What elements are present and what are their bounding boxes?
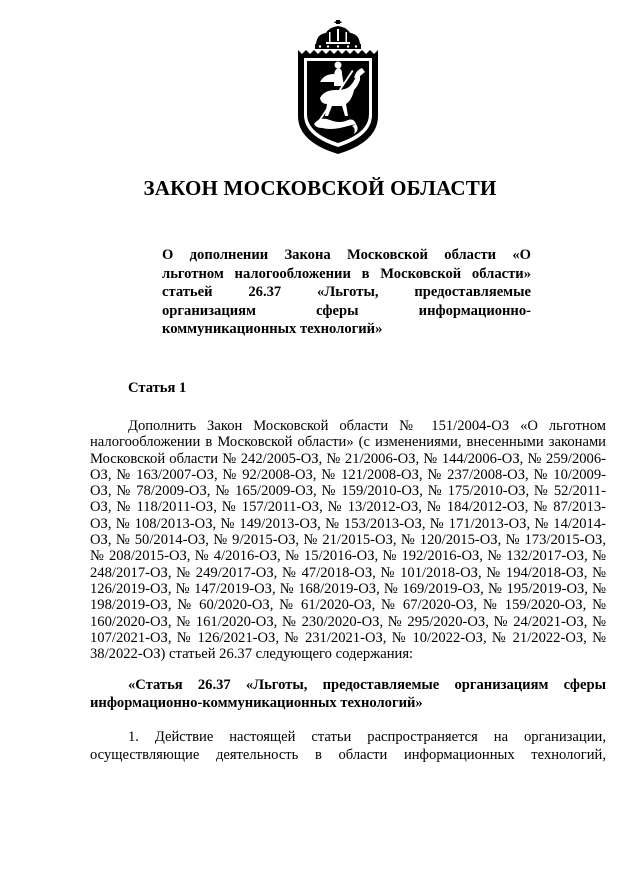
coat-of-arms-icon: [290, 20, 386, 156]
law-subject: О дополнении Закона Московской области «О льготном налогообложении в Московской области» статьей 26.37 «Льготы, предоставляемые организациям сферы информационно-коммуникационных технологий»: [162, 247, 531, 337]
article-paragraph: Дополнить Закон Московской области № 151/2004-ОЗ «О льготном налогообложении в Московской области» (с изменениями, внесенными законами Московской области № 242/2005-ОЗ, № 21/2006-ОЗ, № 144/2006-ОЗ, № 259/2006-ОЗ, № 163/2007-ОЗ, № 92/2008-ОЗ, № 121/2008-ОЗ, № 237/2008-ОЗ, № 10/2009-ОЗ, № 78/2009-ОЗ, № 165/2009-ОЗ, № 159/2010-ОЗ, № 175/2010-ОЗ, № 52/2011-ОЗ, № 118/2011-ОЗ, № 157/2011-ОЗ, № 13/2012-ОЗ, № 184/2012-ОЗ, № 87/2013-ОЗ, № 108/2013-ОЗ, № 149/2013-ОЗ, № 153/2013-ОЗ, № 171/2013-ОЗ, № 14/2014-ОЗ, № 50/2014-ОЗ, № 9/2015-ОЗ, № 21/2015-ОЗ, № 120/2015-ОЗ, № 173/2015-ОЗ, № 208/2015-ОЗ, № 4/2016-ОЗ, № 15/2016-ОЗ, № 192/2016-ОЗ, № 132/2017-ОЗ, № 248/2017-ОЗ, № 249/2017-ОЗ, № 47/2018-ОЗ, № 101/2018-ОЗ, № 194/2018-ОЗ, № 126/2019-ОЗ, № 147/2019-ОЗ, № 168/2019-ОЗ, № 169/2019-ОЗ, № 195/2019-ОЗ, № 198/2019-ОЗ, № 60/2020-ОЗ, № 61/2020-ОЗ, № 67/2020-ОЗ, № 159/2020-ОЗ, № 160/2020-ОЗ, № 161/2020-ОЗ, № 230/2020-ОЗ, № 295/2020-ОЗ, № 24/2021-ОЗ, № 107/2021-ОЗ, № 126/2021-ОЗ, № 231/2021-ОЗ, № 10/2022-ОЗ, № 21/2022-ОЗ, № 38/2022-ОЗ) статьей 26.37 следующего содержания:: [90, 418, 606, 663]
article-heading: Статья 1: [128, 380, 187, 396]
new-article-heading: «Статья 26.37 «Льготы, предоставляемые организациям сферы информационно-коммуникационных технологий»: [90, 677, 606, 712]
article-body: [90, 418, 606, 764]
document-title: ЗАКОН МОСКОВСКОЙ ОБЛАСТИ: [143, 176, 497, 200]
point-1-text: 1. Действие настоящей статьи распространяется на организации, осуществляющие деятельность в области информационных технологий,: [90, 729, 606, 764]
